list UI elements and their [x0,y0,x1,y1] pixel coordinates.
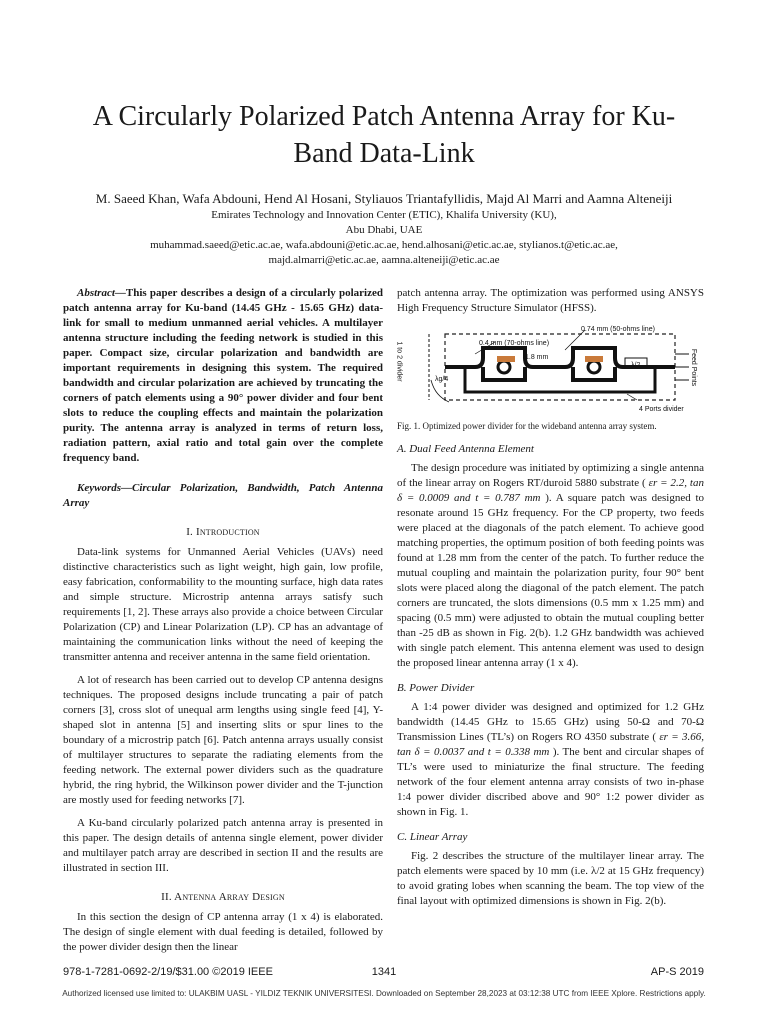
section-heading-introduction: I. Introduction [186,526,260,538]
subsection-heading-power-divider: B. Power Divider [397,682,475,694]
label-lambda-half: λ/2 [631,362,641,369]
subsection-b-text-1: A 1:4 power divider was designed and optimized for 1.2 GHz bandwidth (14.45 GHz to 15.65 GHz) using 50-Ω and 70-Ω Transmission Lines (TL’s) on Rogers RO 4350 substrate ( [397,701,704,743]
intro-paragraph-1: Data-link systems for Unmanned Aerial Vehicles (UAVs) need distinctive characteristics such as light weight, high gain, low profile, easy fabrication, conformability to the mounting surface, high data rates and simple structure. Microstrip antenna arrays satisfy such requirements [1, 2]. These arrays also provide a choice between Circular Polarization (CP) and Linear Polarization (LP). CP has an advantage of maintaining the communication links without the need of keeping the transmitter antenna and receiver antenna in the same field orientation. [63,546,383,663]
affiliation-line-1: Emirates Technology and Innovation Center (ETIC), Khalifa University (KU), [211,209,557,221]
figure-1-caption: Fig. 1. Optimized power divider for the wideband antenna array system. [397,421,657,431]
subsection-a-text-1: The design procedure was initiated by optimizing a single antenna of the linear array on Rogers RT/duroid 5880 substrate ( [397,462,704,489]
label-lambda-g4: λg/4 [435,376,449,383]
paper-title [40,98,728,172]
intro-paragraph-3: A Ku-band circularly polarized patch antenna array is presented in this paper. The design details of antenna single element, power divider and multilayer patch array are described in section II and the results are illustrated in section III. [63,817,383,874]
footer-conference: AP-S 2019 [650,966,704,978]
label-18mm: 1.8 mm [525,354,549,361]
emails-line-1: muhammad.saeed@etic.ac.ae, wafa.abdouni@etic.ac.ae, hend.alhosani@etic.ac.ae, stylianos.t@etic.ac.ae, [150,239,618,251]
subsection-heading-linear-array: C. Linear Array [397,831,468,843]
section-heading-antenna-array-design: II. Antenna Array Design [161,891,285,903]
title-line-2: Band Data-Link [293,138,475,169]
footer-page-number: 1341 [371,966,397,978]
abstract-label: Abstract— [77,287,126,299]
affiliation-line-2: Abu Dhabi, UAE [345,224,423,236]
figure-power-divider [395,320,705,413]
keywords: Keywords—Circular Polarization, Bandwidth, Patch Antenna Array [63,482,383,509]
subsection-b-math: εr = 3.66, tan δ = 0.0037 and t = 0.338 mm [397,731,704,758]
label-1to2-divider: 1 to 2 divider [395,341,403,382]
left-column [63,286,383,955]
label-4-ports-divider: 4 Ports divider [639,406,684,413]
label-feed-points: Feed Points [690,348,698,387]
label-074mm: 0.74 mm (50-ohms line) [581,326,655,333]
subsection-b-paragraph [397,700,704,820]
right-column [397,286,704,909]
emails-line-2: majd.almarri@etic.ac.ae, aamna.alteneiji@etic.ac.ae [268,254,500,266]
subsection-a-math: εr = 2.2, tan δ = 0.0009 and t = 0.787 mm [397,477,704,504]
design-paragraph-1: In this section the design of CP antenna array (1 x 4) is elaborated. The design of single element with dual feeding is detailed, followed by the power divider design then the linear [63,911,383,953]
power-divider-diagram [405,320,705,412]
subsection-a-text-2: ). A square patch was designed to resonate around 15 GHz frequency. For the CP property, two feeds were placed at the diagonals of the patch element. To achieve good matching properties, the optimum position of both feeding points was found at 1.28 mm from the center of the patch. To further reduce the mutual coupling and maintain the polarization purity, four 90° bent slots were placed along the diagonal of the patch element. The patch corners are truncated, the slots dimensions (0.5 mm x 1.25 mm) and spacing (0.5 mm) were adjusted to obtain the mutual coupling better than -25 dB as shown in Fig. 2(b). 1.2 GHz bandwidth was achieved with single patch element. This antenna element was used to design the proposed linear antenna array (1 x 4). [397,492,704,669]
label-04mm: 0.4 mm (70-ohms line) [479,340,550,347]
title-line-1: A Circularly Polarized Patch Antenna Array for Ku- [92,101,676,132]
license-notice: Authorized licensed use limited to: ULAKBIM UASL - YILDIZ TEKNIK UNIVERSITESI. Downloaded on September 28,2023 at 03:12:38 UTC from IEEE Xplore. Restrictions apply. [62,989,706,998]
subsection-b-text-2: ). The bent and circular shapes of TL’s were used to miniaturize the final structure. The feeding network of the four element antenna array consists of two in-phase 1:4 power divider discribed above and 90° 1:2 power divider as shown in Fig. 1. [397,746,704,818]
abstract-text: This paper describes a design of a circularly polarized patch antenna array for Ku-band (14.45 GHz - 15.65 GHz) data-link for small to medium unmanned aerial vehicles. A multilayer antenna structure including the feeding network is studied in this paper. Compact size, circular polarization and bandwidth are important requirements in designing this system. The required bandwidth and circular polarization are achieved by truncating the corners of patch elements using a 90° power divider and four bent slots to reduce the coupling effects and maintain the polarization purity. The antenna array is analyzed in terms of return loss, radiation pattern, axial ratio and total gain over the complete frequency band. [63,287,383,464]
right-paragraph-0: patch antenna array. The optimization was performed using ANSYS High Frequency Structure Simulator (HFSS). [397,287,704,314]
affiliation-block [40,208,728,268]
footer-isbn: 978-1-7281-0692-2/19/$31.00 ©2019 IEEE [63,966,273,978]
subsection-a-paragraph [397,461,704,671]
subsection-heading-dual-feed: A. Dual Feed Antenna Element [397,443,534,455]
author-list: M. Saeed Khan, Wafa Abdouni, Hend Al Hosani, Styliauos Triantafyllidis, Majd Al Marri and Aamna Alteneiji [95,191,673,206]
abstract [63,286,383,466]
subsection-c-paragraph: Fig. 2 describes the structure of the multilayer linear array. The patch elements were spaced by 10 mm (i.e. λ/2 at 15 GHz frequency) to avoid grating lobes when scanning the beam. The top view of the final layout with optimized dimensions is shown in Fig. 2(b). [397,850,704,907]
intro-paragraph-2: A lot of research has been carried out to develop CP antenna designs techniques. The proposed designs include truncating a pair of patch corners [3], cross slot of unequal arm lengths using single feed [4], Y-shaped slot in antenna [5] and inserting slits or spur lines to the boundary of a microstrip patch [6]. Patch antenna arrays usually consist of multilayer structures to separate the radiating elements from the feeding network. The external power dividers such as the quadrature hybrid, the ring hybrid, the Wilkinson power divider and the T-junction are mostly used for feeding networks [7]. [63,674,383,806]
